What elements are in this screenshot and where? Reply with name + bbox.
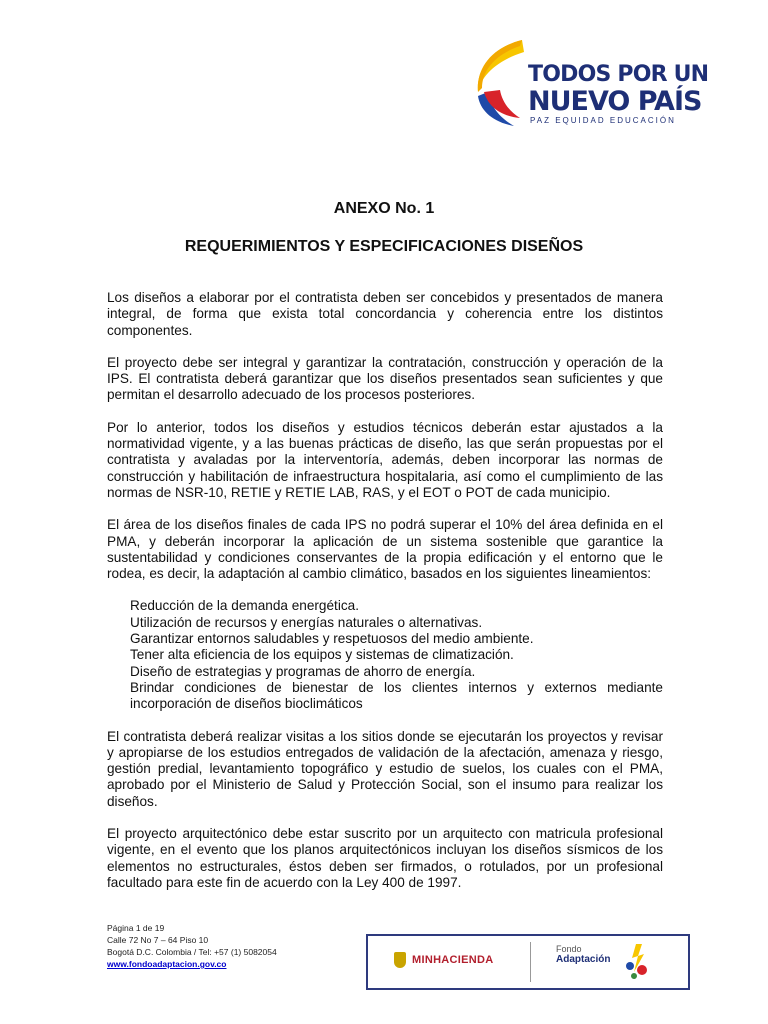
footer-logos-box <box>366 934 690 990</box>
logo-line-1: TODOS POR UN <box>528 62 709 87</box>
guideline-item: Tener alta eficiencia de los equipos y sistemas de climatización. <box>130 647 514 663</box>
guideline-item: Diseño de estrategias y programas de ahorro de energía. <box>130 663 476 679</box>
website-link[interactable]: www.fondoadaptacion.gov.co <box>107 959 227 969</box>
paragraph: Los diseños a elaborar por el contratista deben ser concebidos y presentados de manera integral, de forma que exista total concordancia y coherencia entre los distintos componentes. <box>107 290 663 338</box>
section-title: REQUERIMIENTOS Y ESPECIFICACIONES DISEÑOS <box>184 238 584 255</box>
guideline-item: Utilización de recursos y energías naturales o alternativas. <box>130 614 483 630</box>
guideline-item: Brindar condiciones de bienestar de los clientes internos y externos mediante incorporación de diseños bioclimáticos <box>130 679 663 712</box>
todos-por-un-nuevo-pais-logo <box>470 40 710 130</box>
paragraph: Por lo anterior, todos los diseños y estudios técnicos deberán estar ajustados a la normatividad vigente, y a las buenas prácticas de diseño, las que serán propuestas por el contratista y avaladas por la interventoría, además, deben incorporar las normas de construcción y habilitación de infraestructura hospitalaria, así como el cumplimiento de las normas de NSR-10, RETIE y RETIE LAB, RAS, y el EOT o POT de cada municipio. <box>107 419 663 500</box>
coat-of-arms-icon <box>394 952 406 968</box>
paragraph: El proyecto debe ser integral y garantizar la contratación, construcción y operación de la IPS. El contratista deberá garantizar que los diseños presentados sean suficientes y que permitan el desarrollo adecuado de los procesos posteriores. <box>107 354 663 403</box>
paragraph: El área de los diseños finales de cada IPS no podrá superar el 10% del área definida en el PMA, y deberán incorporar la aplicación de un sistema sostenible que garantice la sustentabilidad y condiciones conservantes de la propia edificación y el entorno que le rodea, es decir, la adaptación al cambio climático, basados en los siguientes lineamientos: <box>107 517 663 582</box>
guideline-item: Reducción de la demanda energética. <box>130 598 359 614</box>
footer-address: Calle 72 No 7 – 64 Piso 10 <box>107 935 209 945</box>
guidelines-list <box>130 598 663 712</box>
guideline-item: Garantizar entornos saludables y respetuosos del medio ambiente. <box>130 631 534 647</box>
logo-line-2: NUEVO PAÍS <box>528 86 702 117</box>
footer-divider <box>530 942 531 982</box>
page-number: Página 1 de 19 <box>107 923 165 933</box>
minhacienda-label: MINHACIENDA <box>412 954 494 966</box>
fondo-adaptacion-icon <box>622 942 652 982</box>
annex-title: ANEXO No. 1 <box>333 200 435 217</box>
fondo-adaptacion-logo <box>556 944 610 965</box>
fondo-label-line1: Fondo <box>556 944 582 954</box>
minhacienda-logo <box>394 952 494 968</box>
fondo-label-line2: Adaptación <box>556 954 611 965</box>
flag-swoosh-icon <box>470 40 530 130</box>
document-body <box>107 290 663 907</box>
paragraph: El contratista deberá realizar visitas a los sitios donde se ejecutarán los proyectos y revisar y apropiarse de los estudios entregados de validación de la afectación, amenaza y riesgo, gestión predial, levantamiento topográfico y estudio de suelos, los cuales con el PMA, aprobado por el Ministerio de Salud y Protección Social, son el insumo para realizar los diseños. <box>107 728 663 809</box>
paragraph: El proyecto arquitectónico debe estar suscrito por un arquitecto con matricula profesional vigente, en el evento que los planos arquitectónicos incluyan los diseños sísmicos de los elementos no estructurales, éstos deben ser firmados, o rotulados, por un profesional facultado para este fin de acuerdo con la Ley 400 de 1997. <box>107 826 663 890</box>
footer-info <box>107 922 277 970</box>
logo-tagline: PAZ EQUIDAD EDUCACIÓN <box>530 116 676 125</box>
footer-city-phone: Bogotá D.C. Colombia / Tel: +57 (1) 5082054 <box>107 947 277 957</box>
